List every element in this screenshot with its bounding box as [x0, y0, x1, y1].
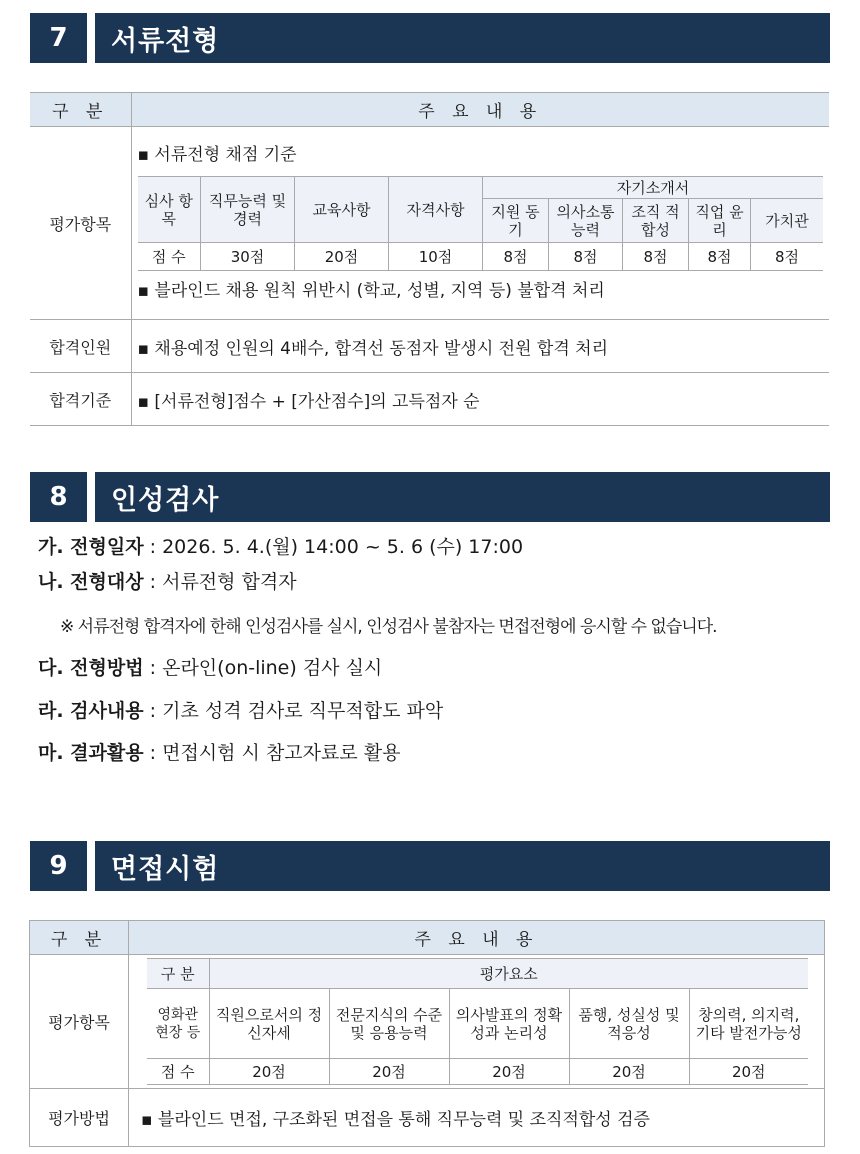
list-item [38, 532, 523, 559]
score-cell: 20점 [689, 1059, 808, 1085]
section-title: 인성검사 [95, 472, 830, 522]
document-screening-table [30, 92, 829, 426]
score-cell: 8점 [689, 243, 751, 271]
score-label: 점 수 [147, 1059, 209, 1085]
score-cell: 8점 [549, 243, 623, 271]
screening-score-table [138, 176, 824, 271]
section-number: 9 [30, 841, 87, 891]
list-item [38, 653, 382, 680]
row-label-eval-items: 평가항목 [30, 955, 129, 1089]
pass-criteria-text: ▪ [서류전형]점수 + [가산점수]의 고득점자 순 [131, 373, 829, 426]
pass-count-text: ▪ 채용예정 인원의 4배수, 합격선 동점자 발생시 전원 합격 처리 [131, 320, 829, 373]
place-label: 영화관 현장 등 [147, 989, 209, 1059]
score-cell: 8점 [751, 243, 824, 271]
col-education: 교육사항 [295, 177, 389, 243]
col-eval-elements: 평가요소 [209, 959, 808, 989]
section-title: 면접시험 [95, 841, 830, 891]
interview-table [29, 920, 825, 1147]
score-label: 점 수 [138, 243, 201, 271]
list-item [38, 738, 400, 765]
col-certification: 자격사항 [389, 177, 483, 243]
item-text: : 2026. 5. 4.(월) 14:00 ~ 5. 6 (수) 17:00 [143, 536, 524, 558]
header-content: 주 요 내 용 [131, 93, 829, 127]
row-label-pass-count: 합격인원 [30, 320, 131, 373]
score-cell: 20점 [329, 1059, 449, 1085]
section-title: 서류전형 [95, 13, 830, 63]
element-expertise: 전문지식의 수준 및 응용능력 [329, 989, 449, 1059]
item-label: 다. 전형방법 [38, 657, 144, 679]
col-gubun: 구 분 [147, 959, 209, 989]
list-item [38, 696, 443, 723]
interview-eval-cell [129, 955, 825, 1089]
blind-hiring-text: ▪ 블라인드 채용 원칙 위반시 (학교, 성별, 지역 등) 불합격 처리 [137, 281, 605, 301]
section-number: 8 [30, 472, 87, 522]
element-conduct: 품행, 성실성 및 적응성 [569, 989, 689, 1059]
col-motivation: 지원 동기 [483, 199, 549, 243]
row-label-pass-criteria: 합격기준 [30, 373, 131, 426]
item-text: : 면접시험 시 참고자료로 활용 [143, 742, 401, 764]
score-cell: 10점 [389, 243, 483, 271]
row-label-eval-items: 평가항목 [30, 127, 131, 320]
section-9-header [30, 841, 830, 891]
item-label: 나. 전형대상 [38, 571, 144, 593]
score-cell: 30점 [201, 243, 295, 271]
item-label: 가. 전형일자 [38, 536, 144, 558]
row-label-eval-method: 평가방법 [30, 1089, 129, 1147]
col-simsa: 심사 항목 [138, 177, 201, 243]
section-number: 7 [30, 13, 87, 63]
score-cell: 8점 [483, 243, 549, 271]
element-spirit: 직원으로서의 정신자세 [209, 989, 329, 1059]
score-cell: 20점 [569, 1059, 689, 1085]
col-self-intro: 자기소개서 [483, 177, 824, 199]
element-creativity: 창의력, 의지력, 기타 발전가능성 [689, 989, 808, 1059]
section-8-header [30, 472, 830, 522]
item-text: : 온라인(on-line) 검사 실시 [143, 657, 383, 679]
score-cell: 20점 [449, 1059, 569, 1085]
col-org-fit: 조직 적합성 [623, 199, 689, 243]
col-job-ability: 직무능력 및 경력 [201, 177, 295, 243]
score-cell: 20점 [295, 243, 389, 271]
header-gubun: 구 분 [30, 921, 129, 955]
eval-method-text: ▪ 블라인드 면접, 구조화된 면접을 통해 직무능력 및 조직적합성 검증 [129, 1089, 825, 1147]
score-cell: 8점 [623, 243, 689, 271]
section-7-header [30, 13, 830, 63]
interview-score-table [147, 958, 808, 1085]
list-item [38, 567, 297, 594]
header-gubun: 구 분 [30, 93, 131, 127]
item-label: 마. 결과활용 [38, 742, 144, 764]
col-ethics: 직업 윤리 [689, 199, 751, 243]
element-presentation: 의사발표의 정확성과 논리성 [449, 989, 569, 1059]
eval-items-cell [131, 127, 829, 320]
notice-text: ※ 서류전형 합격자에 한해 인성검사를 실시, 인성검사 불참자는 면접전형에 응시할 수 없습니다. [60, 617, 717, 637]
header-content: 주 요 내 용 [129, 921, 825, 955]
item-text: : 서류전형 합격자 [143, 571, 297, 593]
score-cell: 20점 [209, 1059, 329, 1085]
screening-criteria-text: ▪ 서류전형 채점 기준 [137, 145, 297, 165]
col-values: 가치관 [751, 199, 824, 243]
item-text: : 기초 성격 검사로 직무적합도 파악 [143, 700, 444, 722]
item-label: 라. 검사내용 [38, 700, 144, 722]
col-communication: 의사소통 능력 [549, 199, 623, 243]
